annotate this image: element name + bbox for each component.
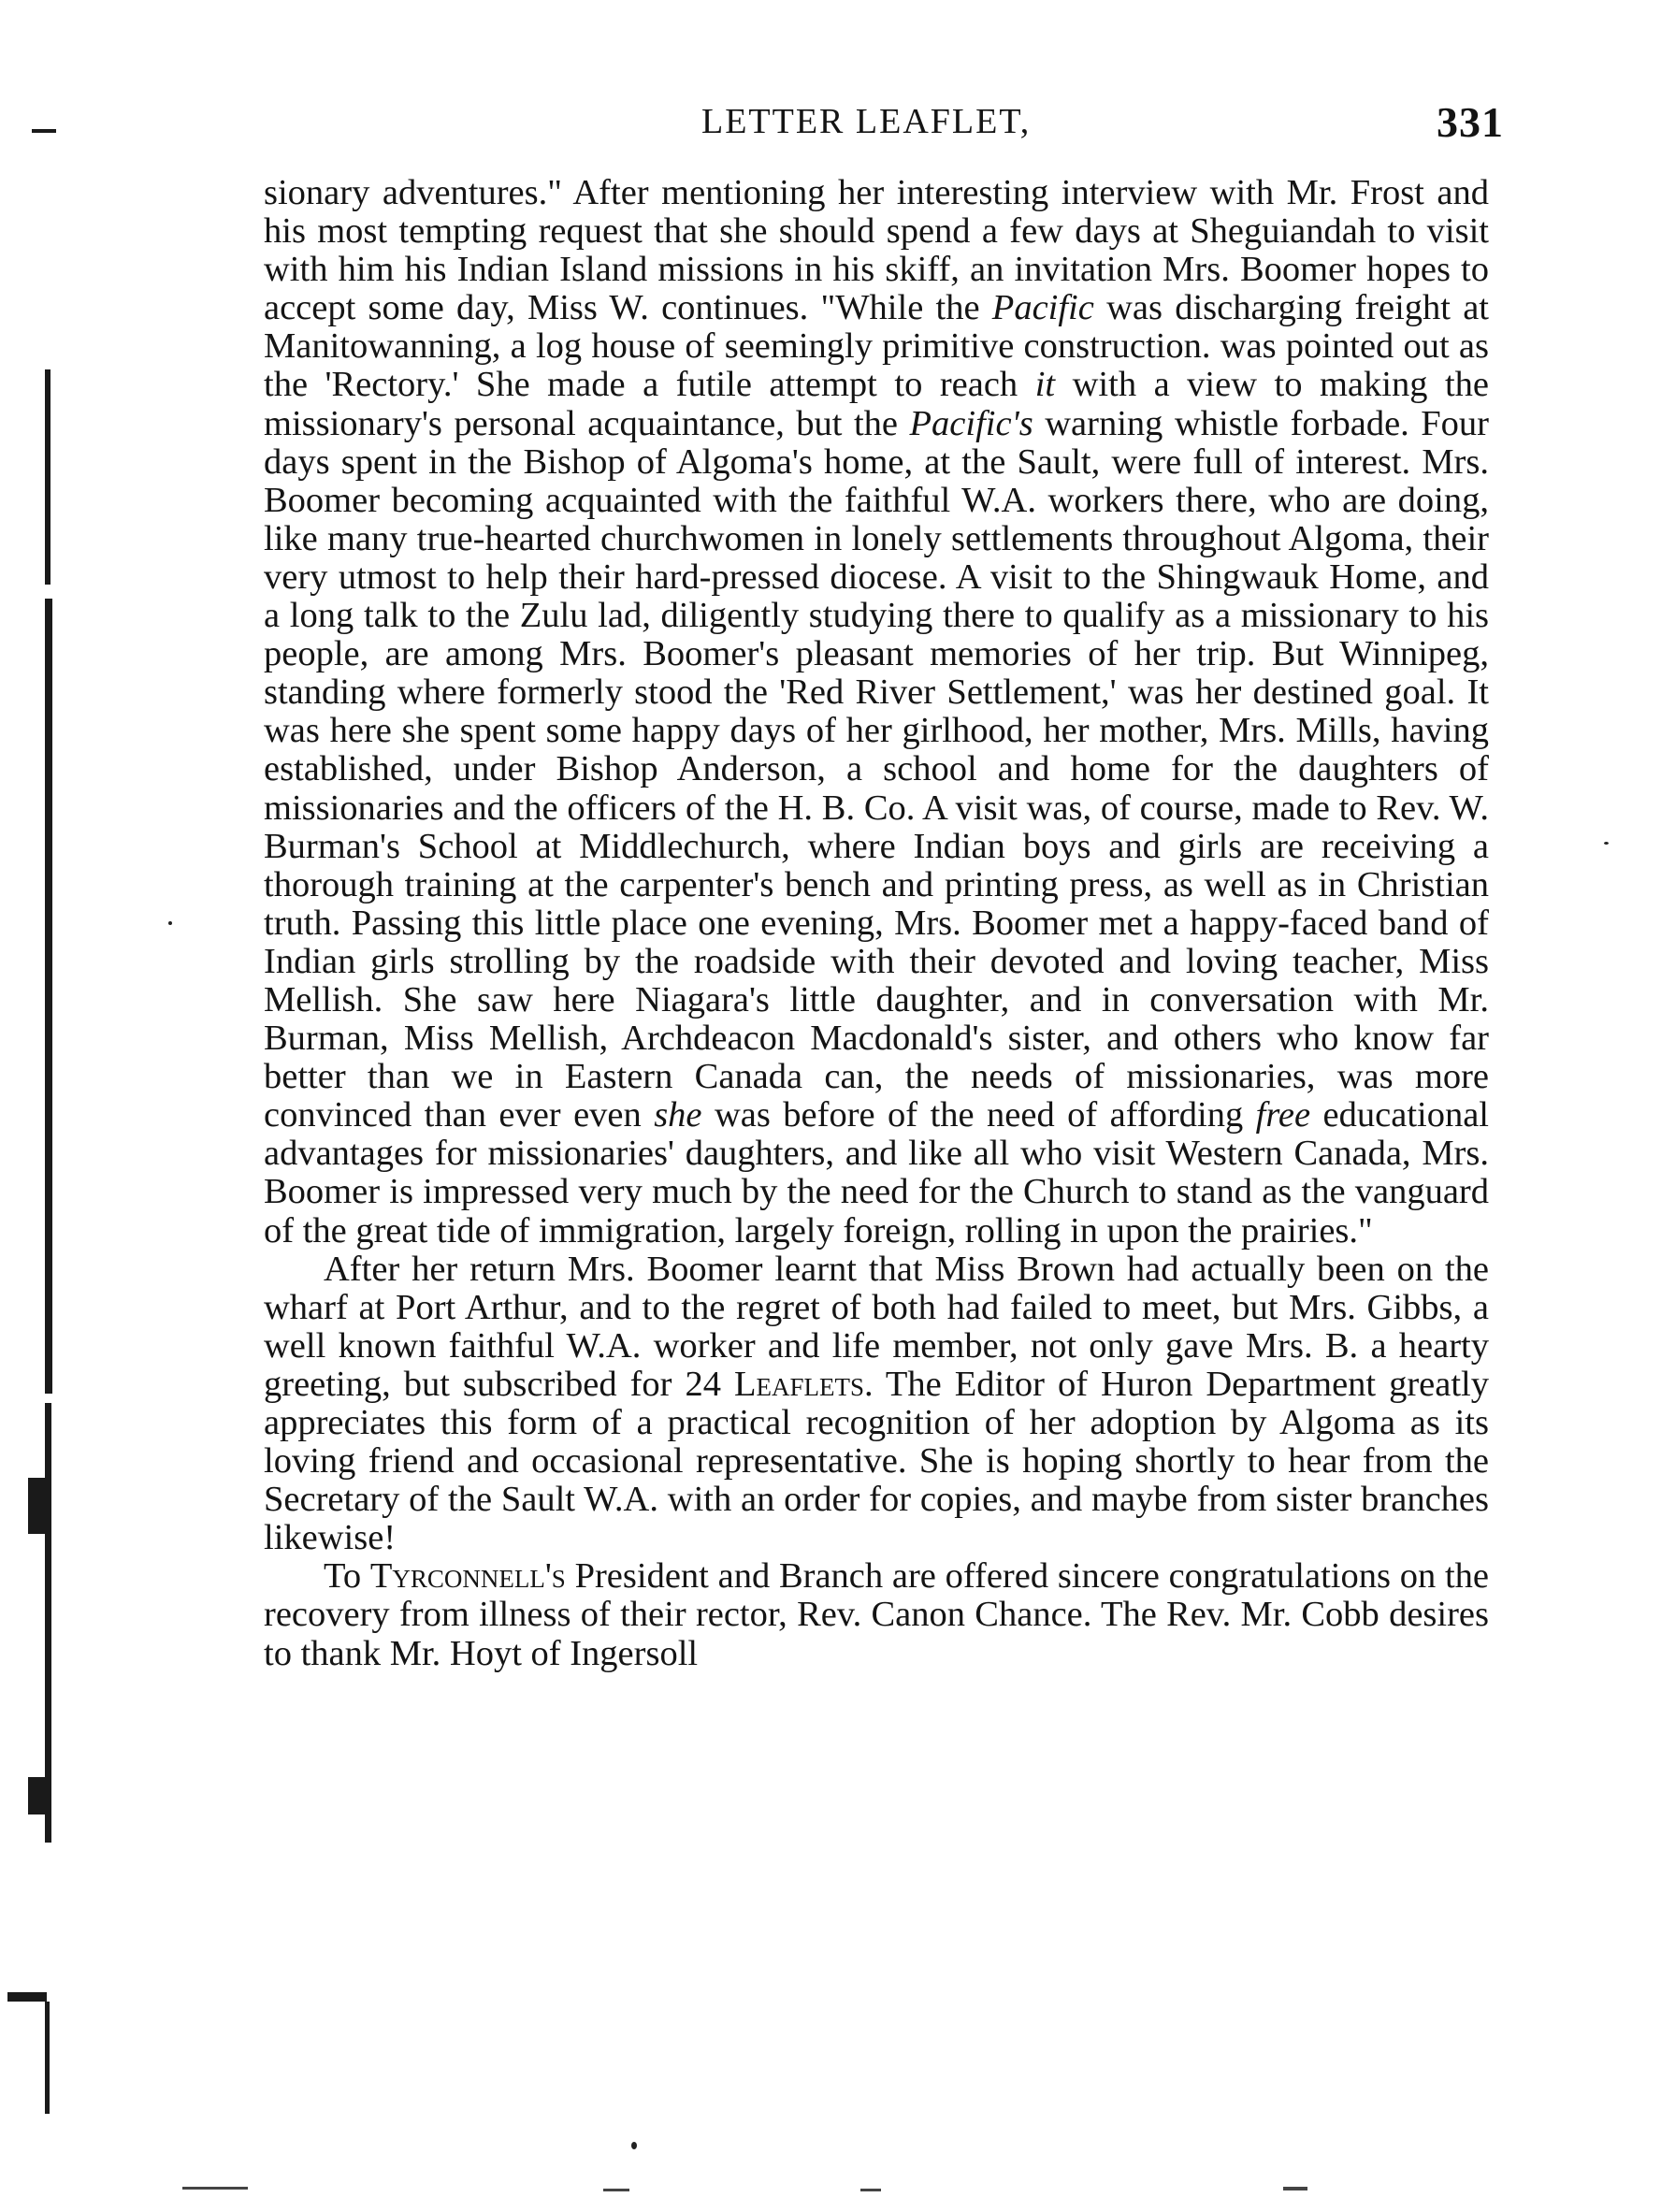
gutter-tick-bottom xyxy=(7,1992,47,2002)
gutter-blot-2 xyxy=(28,1777,49,1814)
paragraph-1 xyxy=(264,174,1489,1251)
scan-speck xyxy=(631,2142,637,2149)
gutter-binding-line-middle xyxy=(45,599,52,1394)
running-head xyxy=(262,97,1506,153)
text-run: was discharging freight at Manitowanning, a log house of seemingly primitive construction. was pointed out as the 'Rectory.' She made a futile attempt to reach xyxy=(264,288,1489,405)
text-run: sionary adventures." After mentioning her interesting interview with Mr. Frost and his most tempting request that she should spend a few days at Sheguiandah to visit with him his Indian Island missions in his skiff, an invitation Mrs. Boomer hopes to accept some day, Miss W. continues. "While the xyxy=(264,173,1489,328)
footer-dash xyxy=(603,2189,629,2191)
text-run: To xyxy=(324,1556,370,1597)
gutter-blot xyxy=(28,1478,47,1534)
emphasis-italic: she xyxy=(654,1095,702,1135)
footer-dash xyxy=(1283,2187,1307,2190)
text-run: educational advantages for missionaries' daughters, and like all who visit Western Canada, Mrs. Boomer is impressed very much by the need for the Church to stand as the vanguard of the great tide of immigration, largely foreign, rolling in upon the prairies." xyxy=(264,1095,1489,1251)
page-number: 331 xyxy=(1437,98,1504,146)
paragraph-3 xyxy=(264,1557,1489,1672)
ship-name-italic: Pacific xyxy=(991,288,1094,328)
scan-speck xyxy=(168,921,172,925)
text-run: After her return Mrs. Boomer learnt that Miss Brown had actually been on the wharf at Port Arthur, and to the regret of both had failed to meet, but Mrs. Gibbs, a well known faithful W.A. worker and life member, not only gave Mrs. B. a hearty greeting, but subscribed for 24 xyxy=(264,1249,1489,1404)
ship-name-italic: Pacific's xyxy=(909,403,1033,443)
text-run: warning whistle forbade. Four days spent in the Bishop of Algoma's home, at the Sault, were full of interest. Mrs. Boomer becoming acquainted with the faithful W.A. workers there, who are doing, like many true-hearted churchwomen in lonely settlements throughout Algoma, their very utmost to help their hard-pressed diocese. A visit to the Shingwauk Home, and a long talk to the Zulu lad, diligently studying there to qualify as a missionary to his people, are among Mrs. Boomer's pleasant memories of her trip. But Winnipeg, standing where formerly stood the 'Red River Settlement,' was her destined goal. It was here she spent some happy days of her girlhood, her mother, Mrs. Mills, having established, under Bishop Anderson, a school and home for the daughters of missionaries and the officers of the H. B. Co. A visit was, of course, made to Rev. W. Burman's School at Middlechurch, where Indian boys and girls are receiving a thorough training at the carpenter's bench and printing press, as well as in Christian truth. Passing this little place one evening, Mrs. Boomer met a happy-faced band of Indian girls strolling by the roadside with their devoted and loving teacher, Miss Mellish. She saw here Niagara's little daughter, and in conversation with Mr. Burman, Miss Mellish, Archdeacon Macdonald's sister, and others who know far better than we in Eastern Canada can, the needs of missionaries, was more convinced than ever even xyxy=(264,403,1489,1135)
running-title: LETTER LEAFLET, xyxy=(701,102,1032,141)
text-run: . The Editor of Huron Department greatly appreciates this form of a practical recognition of her adoption by Algoma as its loving friend and occasional representative. She is hoping shortly to hear from the Secretary of the Sault W.A. with an order for copies, and maybe from sister branches likewise! xyxy=(264,1364,1489,1558)
small-caps-run: Tyrconnell's xyxy=(369,1556,566,1597)
emphasis-italic: it xyxy=(1034,365,1056,405)
body-text xyxy=(264,174,1489,1673)
scan-speck xyxy=(1604,842,1609,845)
emphasis-italic: free xyxy=(1255,1095,1311,1135)
small-caps-run: Leaflets xyxy=(733,1364,864,1404)
gutter-binding-line-upper xyxy=(45,369,51,585)
text-run: with a view to making the missionary's personal acquaintance, but the xyxy=(264,365,1490,443)
footer-dash xyxy=(860,2189,881,2191)
text-run: was before of the need of affording xyxy=(701,1095,1256,1135)
paragraph-2 xyxy=(264,1251,1489,1558)
gutter-tick-top xyxy=(32,129,56,133)
text-run: President and Branch are offered sincere congratulations on the recovery from illness of their rector, Rev. Canon Chance. The Rev. Mr. Cobb desires to thank Mr. Hoyt of Ingersoll xyxy=(264,1556,1489,1673)
footer-dash xyxy=(182,2187,248,2190)
gutter-binding-line-bottom xyxy=(45,2002,50,2114)
